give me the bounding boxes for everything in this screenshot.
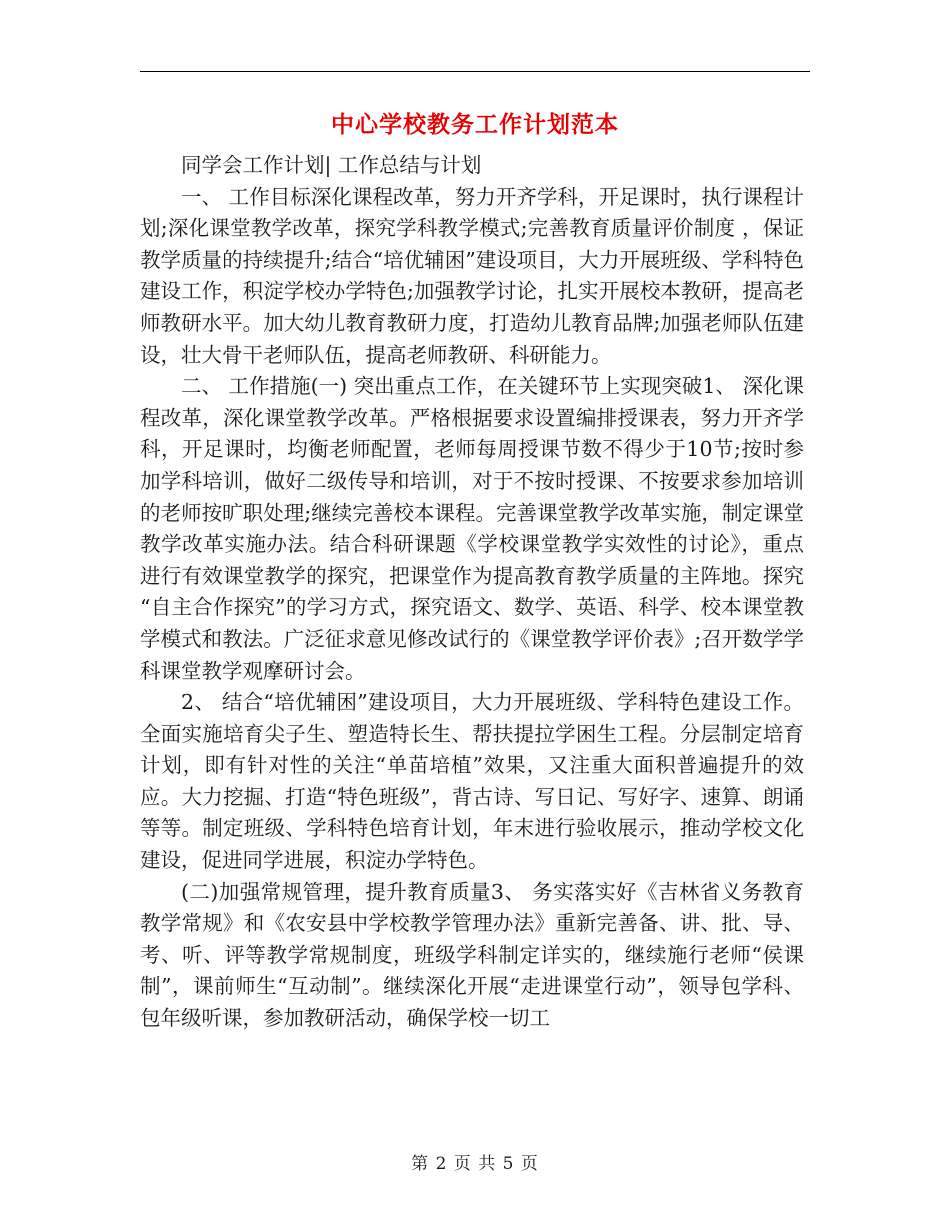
paragraph-goals: 一、 工作目标深化课程改革，努力开齐学科，开足课时，执行课程计划;深化课堂教学改革，探究学科教学模式;完善教育质量评价制度 ，保证教学质量的持续提升;结合“培优辅困”建设项目，大力开展班级、学科特色建设工作，积淀学校办学特色;加强教学讨论，扎实开展校本教研，提高老师教研水平。加大幼儿教育教研力度，打造幼儿教育品牌;加强老师队伍建设，壮大骨干老师队伍，提高老师教研、科研能力。 bbox=[140, 184, 804, 367]
document-title: 中心学校教务工作计划范本 bbox=[331, 111, 619, 138]
page-number-footer: 第 2 页 共 5 页 bbox=[411, 1154, 539, 1174]
document-body bbox=[140, 150, 804, 1035]
paragraph-subheading: 同学会工作计划| 工作总结与计划 bbox=[181, 153, 482, 177]
paragraph-routine-management: (二)加强常规管理，提升教育质量3、 务实落实好《吉林省义务教育教学常规》和《农安县中学校教学管理办法》重新完善备、讲、批、导、考、听、评等教学常规制度，班级学科制定详实的，继续施行老师“侯课制”，课前师生“互动制”。继续深化开展“走进课堂行动”，领导包学科、包年级听课，参加教研活动，确保学校一切工 bbox=[140, 879, 804, 1031]
paragraph-featured-building: 2、 结合“培优辅困”建设项目，大力开展班级、学科特色建设工作。全面实施培育尖子生、塑造特长生、帮扶提拉学困生工程。分层制定培育计划，即有针对性的关注“单苗培植”效果，又注重大面积普遍提升的效应。大力挖掘、打造“特色班级”，背古诗、写日记、写好字、速算、朗诵等等。制定班级、学科特色培育计划，年末进行验收展示，推动学校文化建设，促进同学进展，积淀办学特色。 bbox=[140, 690, 804, 873]
header-rule bbox=[140, 71, 810, 72]
paragraph-measures: 二、 工作措施(一) 突出重点工作，在关键环节上实现突破1、 深化课程改革，深化课堂教学改革。严格根据要求设置编排授课表，努力开齐学科，开足课时，均衡老师配置，老师每周授课节数不得少于10节;按时参加学科培训，做好二级传导和培训，对于不按时授课、不按要求参加培训的老师按旷职处理;继续完善校本课程。完善课堂教学改革实施，制定课堂教学改革实施办法。结合科研课题《学校课堂教学实效性的讨论》，重点进行有效课堂教学的探究，把课堂作为提高教育教学质量的主阵地。探究 “自主合作探究”的学习方式，探究语文、数学、英语、科学、校本课堂教学模式和教法。广泛征求意见修改试行的《课堂教学评价表》;召开数学学科课堂教学观摩研讨会。 bbox=[140, 374, 804, 683]
